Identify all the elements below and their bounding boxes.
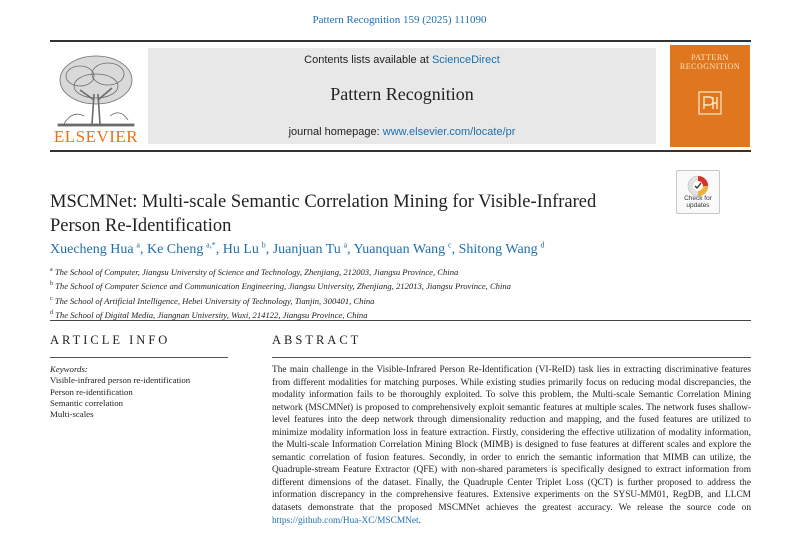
homepage-link[interactable]: www.elsevier.com/locate/pr <box>382 126 516 138</box>
check-label-line2: updates <box>686 202 710 209</box>
author-name: Juanjuan Tu <box>272 242 341 257</box>
affiliation-mark: a <box>50 267 53 273</box>
author[interactable] <box>147 242 216 257</box>
author[interactable] <box>223 242 266 257</box>
source-code-link[interactable]: https://github.com/Hua-XC/MSCMNet <box>272 515 419 526</box>
cover-title-line2: RECOGNITION <box>679 62 741 71</box>
sciencedirect-link[interactable]: ScienceDirect <box>431 54 500 66</box>
keyword: Semantic correlation <box>50 397 124 408</box>
paper-title: MSCMNet: Multi-scale Semantic Correlation Mining for Visible-Infrared Person Re-Identification <box>50 192 597 236</box>
article-info-heading: ARTICLE INFO <box>50 333 171 347</box>
affiliation-text: The School of Computer Science and Communication Engineering, Jiangsu University, Zhenjiang, 212013, Jiangsu Province, China <box>55 281 511 292</box>
journal-reference[interactable]: Pattern Recognition 159 (2025) 111090 <box>312 14 487 26</box>
abstract-heading: ABSTRACT <box>272 333 362 347</box>
top-rule <box>50 40 751 42</box>
affiliation-mark: b <box>50 281 53 288</box>
abstract-rule <box>272 357 751 358</box>
check-for-updates-button[interactable] <box>676 170 720 214</box>
elsevier-wordmark: ELSEVIER <box>53 127 139 146</box>
affiliation-list <box>50 264 750 321</box>
affiliation-text: The School of Digital Media, Jiangnan University, Wuxi, 214122, Jiangsu Province, China <box>55 309 368 320</box>
author-affiliation-mark: a <box>136 240 140 250</box>
check-for-updates-label <box>677 195 719 209</box>
affiliation <box>50 278 750 292</box>
cover-title-line1: PATTERN <box>691 53 729 62</box>
abstract-text-end: . <box>418 515 421 526</box>
header-bottom-rule <box>50 150 751 152</box>
contents-prefix: Contents lists available at <box>304 54 432 66</box>
author-name: Hu Lu <box>222 242 259 257</box>
author-affiliation-mark: a,* <box>206 240 216 250</box>
keywords-list <box>50 375 250 420</box>
affiliation-text: The School of Computer, Jiangsu University of Science and Technology, Zhenjiang, 212003, Jiangsu Province, China <box>54 266 459 277</box>
abstract-body <box>272 364 751 527</box>
homepage-prefix: journal homepage: <box>288 126 383 138</box>
homepage-line <box>148 126 656 138</box>
article-info-rule <box>50 357 228 358</box>
cover-emblem-icon <box>698 91 722 115</box>
author[interactable] <box>273 242 347 257</box>
author-name: Yuanquan Wang <box>353 242 446 257</box>
keyword: Multi-scales <box>50 409 94 420</box>
affiliation <box>50 293 750 307</box>
author-affiliation-mark: c <box>448 240 452 250</box>
affiliation-mark: d <box>50 309 53 316</box>
author-name: Xuecheng Hua <box>50 242 134 257</box>
author[interactable] <box>354 242 452 257</box>
author-list: Xuecheng Hua $^a$, Ke Cheng $^{a,*}$, Hu Lu $^b$, Juanjuan Tu $^a$, Yuanquan Wang $^c$, Shitong Wang $^d$ <box>50 240 545 257</box>
abstract-text: The main challenge in the Visible-Infrared Person Re-Identification (VI-ReID) task lies in extracting discriminative features from different modalities for matching purposes. While existing studies primarily focus on reducing modal discrepancies, the modality information fails to be thoroughly exploited. To solve this problem, the Multi-scale Semantic Correlation Mining network (MSCMNet) is proposed to comprehensively exploit semantic features at multiple scales. The network fuses shallow-level features into the deep network through dimensionality reduction and mapping, and the fused features are utilized to minimize modality information loss in feature extraction. Firstly, considering the effective utilization of modality information, the Multi-scale Information Correlation Mining Block (MIMB) is designed to fuse features at different scales and explore the semantic correlation of fusion features. Secondly, in order to enrich the semantic information that MIMB can utilize, the Quadruple-stream Feature Extractor (QFE) with non-shared parameters is specifically designed to extract information from different dimensions of the dataset. Finally, the Quadruple Center Triplet Loss (QCT) is further proposed to address the information discrepancy in the comprehensive features. Extensive experiments on the SYSU-MM01, RegDB, and LLCM datasets demonstrate that the proposed MSCMNet achieves the greatest accuracy. We release the source code on <box>272 365 751 514</box>
author-affiliation-mark: a <box>343 240 348 250</box>
cover-title <box>672 53 748 71</box>
author[interactable] <box>459 242 545 257</box>
keywords-label: Keywords: <box>50 364 88 374</box>
author-affiliation-mark: b <box>261 240 266 250</box>
affiliation-text: The School of Artificial Intelligence, Hebei University of Technology, Tianjin, 300401, China <box>54 295 375 306</box>
journal-title: Pattern Recognition <box>330 84 474 104</box>
keyword: Person re-identification <box>50 386 133 397</box>
affiliation <box>50 307 750 321</box>
author-name: Shitong Wang <box>458 242 538 257</box>
contents-line <box>148 54 656 66</box>
author-affiliation-mark: d <box>540 240 545 250</box>
keyword: Visible-infrared person re-identification <box>50 375 191 386</box>
section-rule <box>50 320 751 321</box>
author[interactable] <box>50 242 140 257</box>
author-name: Ke Cheng <box>146 242 204 257</box>
affiliation-mark: c <box>50 295 53 302</box>
check-for-updates-icon <box>686 175 710 197</box>
keywords-block <box>50 364 250 420</box>
check-label-line1: Check for <box>684 195 712 202</box>
affiliation <box>50 264 750 278</box>
journal-cover[interactable] <box>670 45 750 147</box>
